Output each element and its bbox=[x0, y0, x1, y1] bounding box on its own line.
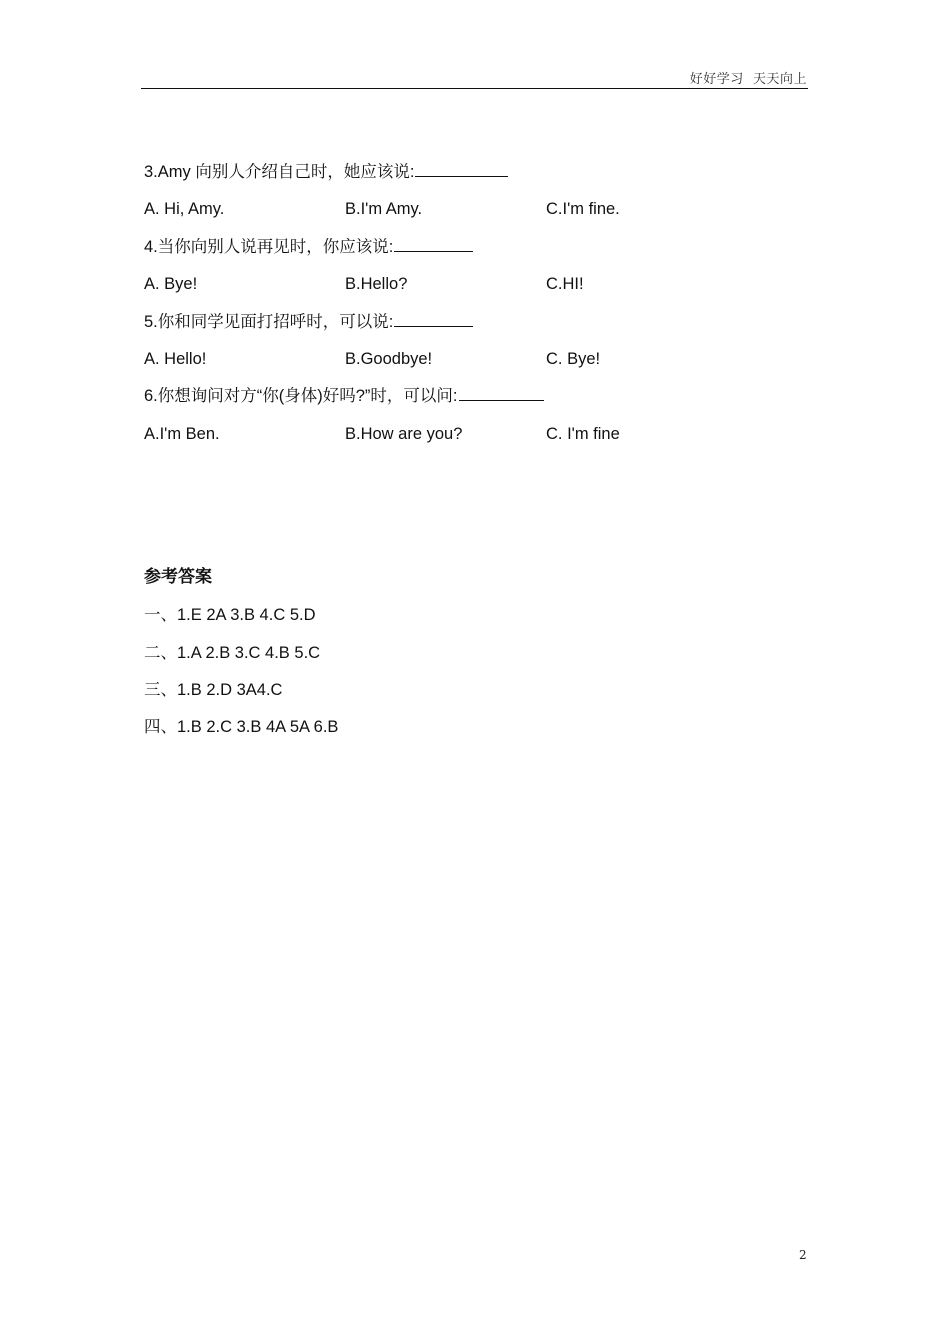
document-body bbox=[144, 160, 804, 753]
question-5 bbox=[144, 310, 804, 347]
question-4-text: 4.当你向别人说再见时，你应该说: bbox=[144, 237, 394, 256]
option-c: C.I'm fine. bbox=[546, 200, 620, 219]
option-a: A. Bye! bbox=[144, 275, 198, 294]
answer-blank bbox=[415, 160, 508, 177]
page-header-motto: 好好学习 天天向上 bbox=[689, 72, 807, 87]
page-number: 2 bbox=[799, 1248, 807, 1262]
question-4 bbox=[144, 235, 804, 272]
answer-line-3: 三、1.B 2.D 3A4.C bbox=[144, 680, 283, 699]
option-b: B.How are you? bbox=[345, 424, 463, 443]
option-c: C. Bye! bbox=[546, 349, 601, 368]
option-b: B.I'm Amy. bbox=[345, 200, 423, 219]
option-c: C.HI! bbox=[546, 275, 584, 294]
question-6-text: 6.你想询问对方“你(身体)好吗?”时，可以问: bbox=[144, 387, 458, 406]
question-4-options bbox=[144, 272, 804, 309]
section-spacer bbox=[144, 459, 804, 565]
question-6 bbox=[144, 384, 804, 421]
option-b: B.Hello? bbox=[345, 275, 408, 294]
header-divider bbox=[141, 88, 808, 89]
option-c: C. I'm fine bbox=[546, 424, 620, 443]
answer-blank bbox=[394, 310, 473, 327]
question-5-options bbox=[144, 347, 804, 384]
answer-line-1: 一、1.E 2A 3.B 4.C 5.D bbox=[144, 606, 316, 625]
answer-line-4: 四、1.B 2.C 3.B 4A 5A 6.B bbox=[144, 718, 339, 737]
question-3-options bbox=[144, 197, 804, 234]
question-3-text: 3.Amy 向别人介绍自己时，她应该说: bbox=[144, 163, 415, 181]
option-a: A. Hi, Amy. bbox=[144, 200, 225, 219]
option-a: A. Hello! bbox=[144, 349, 207, 368]
option-b: B.Goodbye! bbox=[345, 349, 433, 368]
answer-line-2: 二、1.A 2.B 3.C 4.B 5.C bbox=[144, 643, 321, 662]
question-6-options bbox=[144, 422, 804, 459]
answer-key-title: 参考答案 bbox=[144, 567, 212, 587]
answer-blank bbox=[394, 235, 473, 252]
question-5-text: 5.你和同学见面打招呼时，可以说: bbox=[144, 312, 394, 331]
answer-blank bbox=[459, 384, 544, 401]
option-a: A.I'm Ben. bbox=[144, 424, 220, 443]
question-3 bbox=[144, 160, 804, 197]
